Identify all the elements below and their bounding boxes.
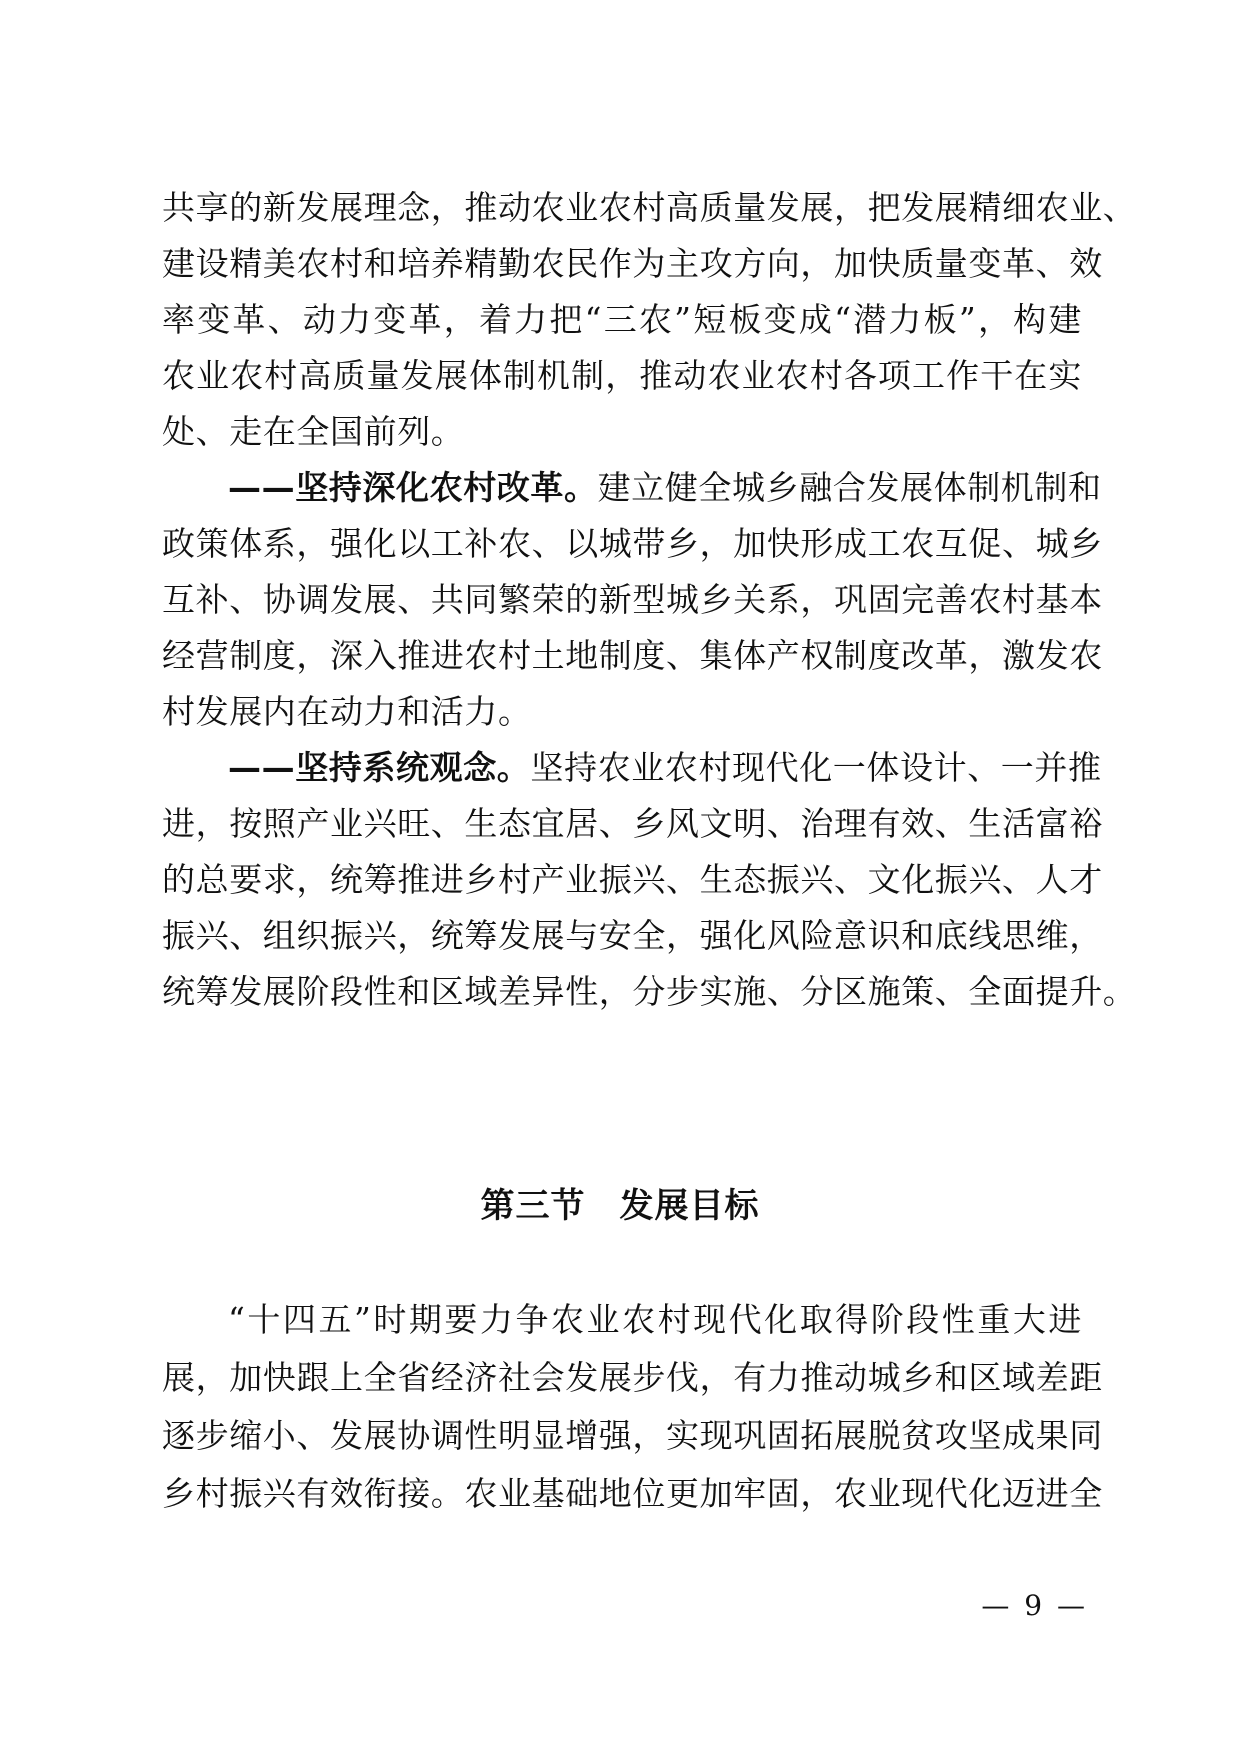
- text-line: 处、走在全国前列。: [162, 412, 465, 451]
- text-line: 共享的新发展理念，推动农业农村高质量发展，把发展精细农业、: [162, 188, 1137, 227]
- paragraph-text: 坚持农业农村现代化一体设计、一并推: [530, 748, 1102, 787]
- text-line: 村发展内在动力和活力。: [162, 692, 532, 731]
- section-title: 发展目标: [619, 1186, 760, 1226]
- text-line: 统筹发展阶段性和区域差异性，分步实施、分区施策、全面提升。: [162, 972, 1137, 1011]
- text-line: 率变革、动力变革，着力把“三农”短板变成“潜力板”，构建: [162, 300, 1082, 339]
- paragraph-lead-system: ——坚持系统观念。: [228, 748, 531, 787]
- text-line: 逐步缩小、发展协调性明显增强，实现巩固拓展脱贫攻坚成果同: [162, 1416, 1103, 1455]
- section-number: 第三节: [480, 1186, 586, 1226]
- paragraph-system-first-line: [228, 740, 1102, 796]
- text-line: 经营制度，深入推进农村土地制度、集体产权制度改革，激发农: [162, 636, 1103, 675]
- text-line: 进，按照产业兴旺、生态宜居、乡风文明、治理有效、生活富裕: [162, 804, 1103, 843]
- section-heading: [0, 1178, 1240, 1234]
- text-line: 展，加快跟上全省经济社会发展步伐，有力推动城乡和区域差距: [162, 1358, 1103, 1397]
- page-number: — 9 —: [981, 1589, 1088, 1622]
- paragraph-reform-first-line: [228, 460, 1102, 516]
- text-line: 农业农村高质量发展体制机制，推动农业农村各项工作干在实: [162, 356, 1082, 395]
- text-line: 互补、协调发展、共同繁荣的新型城乡关系，巩固完善农村基本: [162, 580, 1103, 619]
- text-line: 的总要求，统筹推进乡村产业振兴、生态振兴、文化振兴、人才: [162, 860, 1103, 899]
- paragraph-lead-reform: ——坚持深化农村改革。: [228, 468, 598, 507]
- text-line: 建设精美农村和培养精勤农民作为主攻方向，加快质量变革、效: [162, 244, 1103, 283]
- text-line: 振兴、组织振兴，统筹发展与安全，强化风险意识和底线思维，: [162, 916, 1103, 955]
- paragraph-text: 建立健全城乡融合发展体制机制和: [597, 468, 1102, 507]
- text-line: “十四五”时期要力争农业农村现代化取得阶段性重大进: [228, 1300, 1082, 1339]
- text-line: 政策体系，强化以工补农、以城带乡，加快形成工农互促、城乡: [162, 524, 1103, 563]
- text-line: 乡村振兴有效衔接。农业基础地位更加牢固，农业现代化迈进全: [162, 1474, 1103, 1513]
